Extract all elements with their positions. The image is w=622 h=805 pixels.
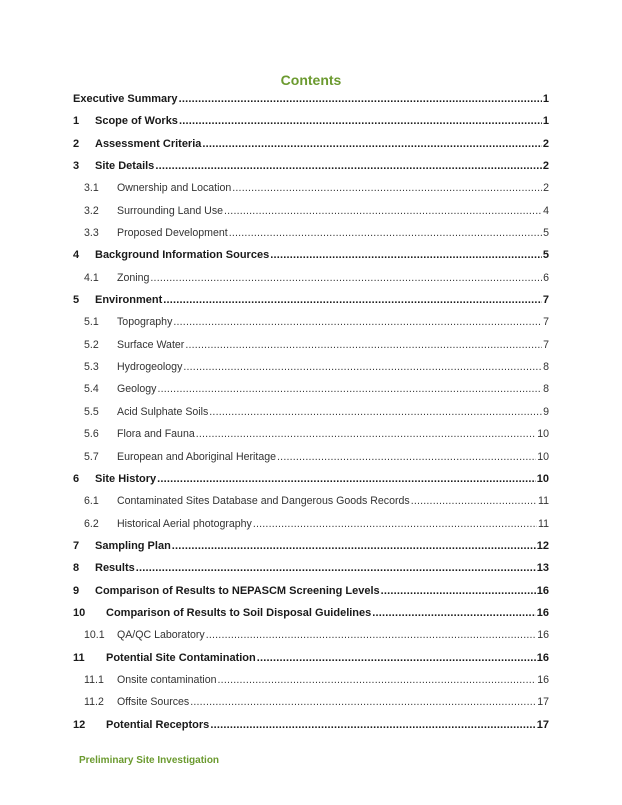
toc-entry-page-number: 7 xyxy=(543,338,549,351)
toc-dot-leader xyxy=(157,468,536,490)
toc-entry[interactable] xyxy=(73,669,549,691)
toc-entry-page-number: 4 xyxy=(543,204,549,217)
toc-entry-page-number: 16 xyxy=(536,606,549,619)
toc-entry-number: 12 xyxy=(73,718,86,731)
toc-entry-label: Site History xyxy=(95,472,157,485)
toc-entry-label: Comparison of Results to Soil Disposal Guidelines xyxy=(106,606,372,619)
toc-entry[interactable] xyxy=(73,155,549,177)
toc-entry-page-number: 17 xyxy=(536,718,549,731)
toc-entry[interactable] xyxy=(73,691,549,713)
toc-entry-label: Topography xyxy=(117,316,173,329)
toc-entry-page-number: 17 xyxy=(537,696,549,709)
toc-entry-number: 3.2 xyxy=(84,204,99,217)
toc-entry-number: 8 xyxy=(73,562,80,575)
toc-dot-leader xyxy=(185,334,542,356)
toc-dot-leader xyxy=(257,647,536,669)
toc-entry-label: Surface Water xyxy=(117,338,185,351)
toc-dot-leader xyxy=(190,691,536,713)
toc-entry-number: 11.2 xyxy=(84,696,104,709)
toc-entry-number: 2 xyxy=(73,137,80,150)
toc-entry-page-number: 10 xyxy=(536,472,549,485)
toc-entry-label: Potential Receptors xyxy=(106,718,210,731)
toc-dot-leader xyxy=(218,669,537,691)
toc-entry[interactable] xyxy=(73,356,549,378)
toc-entry-label: Hydrogeology xyxy=(117,361,183,374)
toc-dot-leader xyxy=(172,535,536,557)
toc-entry-page-number: 11 xyxy=(538,495,549,508)
toc-dot-leader xyxy=(157,378,542,400)
toc-entry-number: 4 xyxy=(73,249,80,262)
page-footer: Preliminary Site Investigation xyxy=(79,755,220,766)
toc-entry[interactable] xyxy=(73,714,549,736)
toc-entry-page-number: 7 xyxy=(542,294,549,307)
toc-dot-leader xyxy=(179,110,542,132)
toc-entry-label: Surrounding Land Use xyxy=(117,204,224,217)
toc-entry-label: Background Information Sources xyxy=(95,249,270,262)
toc-entry[interactable] xyxy=(73,177,549,199)
toc-entry-label: Proposed Development xyxy=(117,227,228,240)
toc-entry-label: Potential Site Contamination xyxy=(106,651,256,664)
toc-entry-number: 10 xyxy=(73,606,86,619)
toc-entry-page-number: 8 xyxy=(543,383,549,396)
toc-entry-number: 5.5 xyxy=(84,405,99,418)
toc-entry[interactable] xyxy=(73,110,549,132)
toc-entry-page-number: 16 xyxy=(537,629,549,642)
toc-entry-number: 7 xyxy=(73,539,80,552)
toc-entry-label: QA/QC Laboratory xyxy=(117,629,205,642)
toc-entry[interactable] xyxy=(73,490,549,512)
table-of-contents xyxy=(73,88,549,736)
toc-entry-page-number: 11 xyxy=(538,517,549,530)
toc-dot-leader xyxy=(196,423,536,445)
toc-dot-leader xyxy=(183,356,542,378)
toc-entry-page-number: 2 xyxy=(543,182,549,195)
toc-entry[interactable] xyxy=(73,468,549,490)
toc-dot-leader xyxy=(136,557,536,579)
toc-entry[interactable] xyxy=(73,222,549,244)
toc-entry[interactable] xyxy=(73,513,549,535)
toc-entry-page-number: 1 xyxy=(542,93,549,105)
toc-entry-label: Environment xyxy=(95,294,163,307)
toc-entry-page-number: 6 xyxy=(543,271,549,284)
toc-entry-number: 4.1 xyxy=(84,271,99,284)
toc-entry-number: 5.4 xyxy=(84,383,99,396)
toc-entry-label: Results xyxy=(95,562,135,575)
toc-dot-leader xyxy=(277,446,536,468)
toc-dot-leader xyxy=(206,624,536,646)
toc-entry-page-number: 5 xyxy=(542,249,549,262)
toc-dot-leader xyxy=(411,490,537,512)
toc-entry[interactable] xyxy=(73,244,549,266)
toc-entry-page-number: 12 xyxy=(536,539,549,552)
toc-entry-page-number: 9 xyxy=(543,405,549,418)
toc-dot-leader xyxy=(209,401,542,423)
toc-entry-label: Executive Summary xyxy=(73,93,178,105)
toc-entry-label: Scope of Works xyxy=(95,115,178,128)
toc-entry-label: Sampling Plan xyxy=(95,539,171,552)
toc-entry[interactable] xyxy=(73,88,549,110)
toc-entry-label: Ownership and Location xyxy=(117,182,232,195)
toc-entry-page-number: 8 xyxy=(543,361,549,374)
toc-dot-leader xyxy=(179,88,542,110)
toc-entry-label: Offsite Sources xyxy=(117,696,190,709)
toc-entry[interactable] xyxy=(73,446,549,468)
toc-entry-page-number: 10 xyxy=(537,450,549,463)
toc-entry-label: Historical Aerial photography xyxy=(117,517,252,530)
toc-entry-number: 6 xyxy=(73,472,80,485)
toc-entry-page-number: 16 xyxy=(536,584,549,597)
toc-dot-leader xyxy=(210,714,535,736)
toc-entry[interactable] xyxy=(73,289,549,311)
toc-entry-page-number: 10 xyxy=(537,428,549,441)
toc-entry-number: 11.1 xyxy=(84,673,104,686)
toc-dot-leader xyxy=(224,200,542,222)
toc-entry-label: Flora and Fauna xyxy=(117,428,195,441)
toc-dot-leader xyxy=(202,133,541,155)
toc-entry-number: 5.6 xyxy=(84,428,99,441)
toc-dot-leader xyxy=(270,244,542,266)
toc-entry[interactable] xyxy=(73,580,549,602)
toc-dot-leader xyxy=(232,177,542,199)
toc-entry-page-number: 1 xyxy=(542,115,549,128)
toc-entry-number: 6.1 xyxy=(84,495,99,508)
toc-entry-page-number: 2 xyxy=(542,137,549,150)
toc-entry-number: 3.1 xyxy=(84,182,99,195)
toc-entry[interactable] xyxy=(73,311,549,333)
toc-entry-label: Site Details xyxy=(95,160,155,173)
toc-entry-number: 5.2 xyxy=(84,338,99,351)
toc-entry[interactable] xyxy=(73,647,549,669)
toc-entry-number: 5 xyxy=(73,294,80,307)
toc-entry[interactable] xyxy=(73,602,549,624)
toc-entry[interactable] xyxy=(73,334,549,356)
toc-entry[interactable] xyxy=(73,200,549,222)
toc-dot-leader xyxy=(229,222,542,244)
toc-entry-page-number: 16 xyxy=(536,651,549,664)
toc-entry-number: 9 xyxy=(73,584,80,597)
toc-entry[interactable] xyxy=(73,378,549,400)
toc-entry-page-number: 5 xyxy=(543,227,549,240)
toc-entry-number: 11 xyxy=(73,651,85,664)
toc-dot-leader xyxy=(253,513,537,535)
toc-entry[interactable] xyxy=(73,624,549,646)
toc-entry-number: 10.1 xyxy=(84,629,105,642)
toc-entry-number: 5.3 xyxy=(84,361,99,374)
toc-entry-label: Contaminated Sites Database and Dangerous Goods Records xyxy=(117,495,410,508)
toc-entry-number: 3.3 xyxy=(84,227,99,240)
toc-entry-label: Onsite contamination xyxy=(117,673,217,686)
toc-dot-leader xyxy=(173,311,542,333)
toc-entry-page-number: 16 xyxy=(537,673,549,686)
toc-dot-leader xyxy=(155,155,542,177)
toc-entry[interactable] xyxy=(73,401,549,423)
toc-entry-number: 1 xyxy=(73,115,80,128)
toc-entry-number: 5.1 xyxy=(84,316,99,329)
toc-entry[interactable] xyxy=(73,133,549,155)
toc-entry-number: 6.2 xyxy=(84,517,99,530)
toc-entry-label: European and Aboriginal Heritage xyxy=(117,450,277,463)
toc-entry-label: Zoning xyxy=(117,271,150,284)
toc-entry-page-number: 2 xyxy=(542,160,549,173)
toc-dot-leader xyxy=(163,289,542,311)
toc-entry-page-number: 7 xyxy=(543,316,549,329)
toc-entry[interactable] xyxy=(73,423,549,445)
toc-dot-leader xyxy=(381,580,536,602)
toc-entry[interactable] xyxy=(73,535,549,557)
page-title: Contents xyxy=(280,72,342,88)
toc-entry-label: Assessment Criteria xyxy=(95,137,202,150)
toc-entry-number: 3 xyxy=(73,160,80,173)
toc-entry[interactable] xyxy=(73,557,549,579)
toc-dot-leader xyxy=(372,602,535,624)
toc-entry-label: Geology xyxy=(117,383,157,396)
toc-entry[interactable] xyxy=(73,267,549,289)
toc-dot-leader xyxy=(150,267,542,289)
toc-entry-label: Acid Sulphate Soils xyxy=(117,405,209,418)
toc-entry-page-number: 13 xyxy=(536,562,549,575)
toc-entry-label: Comparison of Results to NEPASCM Screening Levels xyxy=(95,584,380,597)
toc-entry-number: 5.7 xyxy=(84,450,99,463)
